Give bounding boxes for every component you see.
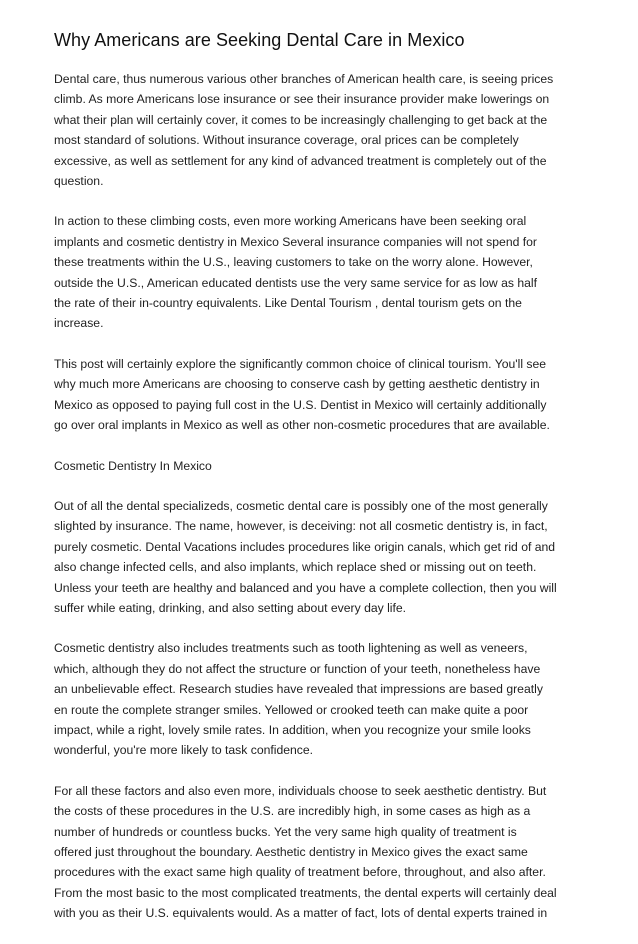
paragraph-line: Mexico as opposed to paying full cost in the U.S. Dentist in Mexico will certainly additionally	[54, 397, 547, 412]
paragraph-line: an unbelievable effect. Research studies have revealed that impressions are based greatly	[54, 682, 543, 697]
section-heading: Cosmetic Dentistry In Mexico	[54, 458, 212, 473]
paragraph	[54, 638, 594, 760]
article-body	[54, 69, 594, 944]
paragraph-line: offered just throughout the boundary. Aesthetic dentistry in Mexico gives the exact same	[54, 845, 528, 859]
paragraph-line: number of hundreds or countless bucks. Yet the very same high quality of treatment is	[54, 824, 517, 839]
paragraph-line: From the most basic to the most complicated treatments, the dental experts will certainly deal	[54, 885, 557, 900]
paragraph-line: what their plan will certainly cover, it comes to be increasingly challenging to get back at the	[54, 112, 548, 127]
paragraph-line: why much more Americans are choosing to conserve cash by getting aesthetic dentistry in	[54, 377, 540, 392]
paragraph-line: suffer while eating, drinking, and also setting about every day life.	[54, 600, 407, 615]
paragraph-line: In action to these climbing costs, even more working Americans have been seeking oral	[54, 214, 527, 229]
paragraph-line: increase.	[54, 316, 104, 331]
paragraph	[54, 211, 594, 333]
paragraph-line: en route the complete stranger smiles. Yellowed or crooked teeth can make quite a poor	[54, 702, 529, 717]
paragraph-line: most standard of solutions. Without insurance coverage, oral prices can be completely	[54, 133, 519, 148]
paragraph-line: Out of all the dental specializeds, cosmetic dental care is possibly one of the most generally	[54, 498, 548, 513]
paragraph-line: Cosmetic dentistry also includes treatments such as tooth lightening as well as veneers,	[54, 641, 528, 656]
paragraph-line: climb. As more Americans lose insurance or see their insurance provider make lowerings on	[54, 92, 550, 107]
paragraph-line: wonderful, you're more likely to task confidence.	[54, 743, 314, 758]
paragraph-line: with you as their U.S. equivalents would. As a matter of fact, lots of dental experts trained in	[54, 906, 548, 921]
paragraph-line: these treatments within the U.S., leaving customers to take on the worry alone. However,	[54, 255, 533, 270]
paragraph-line: outside the U.S., American educated dentists use the very same service for as low as half	[54, 275, 538, 290]
paragraph	[54, 496, 594, 618]
paragraph-line: implants and cosmetic dentistry in Mexico Several insurance companies will not spend for	[54, 234, 537, 249]
paragraph-line: Dental care, thus numerous various other branches of American health care, is seeing prices	[54, 72, 554, 86]
paragraph-line: This post will certainly explore the significantly common choice of clinical tourism. You'll see	[54, 356, 547, 371]
paragraph-line: the rate of their in-country equivalents. Like Dental Tourism , dental tourism gets on the	[54, 296, 522, 311]
paragraph-line: slighted by insurance. The name, however, is deceiving: not all cosmetic dentistry is, in fact,	[54, 519, 548, 534]
page-title: Why Americans are Seeking Dental Care in Mexico	[54, 30, 465, 50]
paragraph-line: purely cosmetic. Dental Vacations includes procedures like origin canals, which get rid of and	[54, 539, 556, 554]
paragraph-line: impact, while a right, lovely smile rates. In addition, when you recognize your smile looks	[54, 722, 531, 737]
paragraph-line: For all these factors and also even more, individuals choose to seek aesthetic dentistry. But	[54, 783, 547, 798]
paragraph-line: go over oral implants in Mexico as well as other non-cosmetic procedures that are available.	[54, 418, 550, 433]
paragraph-line: Unless your teeth are healthy and balanced and you have a complete collection, then you will	[54, 580, 557, 595]
paragraph-line: question.	[54, 174, 104, 189]
paragraph-line: also change infected cells, and also implants, which replace shed or missing out on teeth.	[54, 560, 537, 575]
paragraph	[54, 69, 594, 191]
paragraph-line: the costs of these procedures in the U.S. are incredibly high, in some cases as high as a	[54, 804, 531, 819]
paragraph-line: procedures with the exact same high quality of treatment before, throughout, and also after.	[54, 865, 546, 880]
paragraph	[54, 781, 594, 924]
paragraph	[54, 354, 594, 436]
paragraph-line: which, although they do not affect the structure or function of your teeth, nonetheless have	[54, 661, 541, 676]
paragraph-line: excessive, as well as settlement for any kind of advanced treatment is completely out of the	[54, 153, 547, 168]
